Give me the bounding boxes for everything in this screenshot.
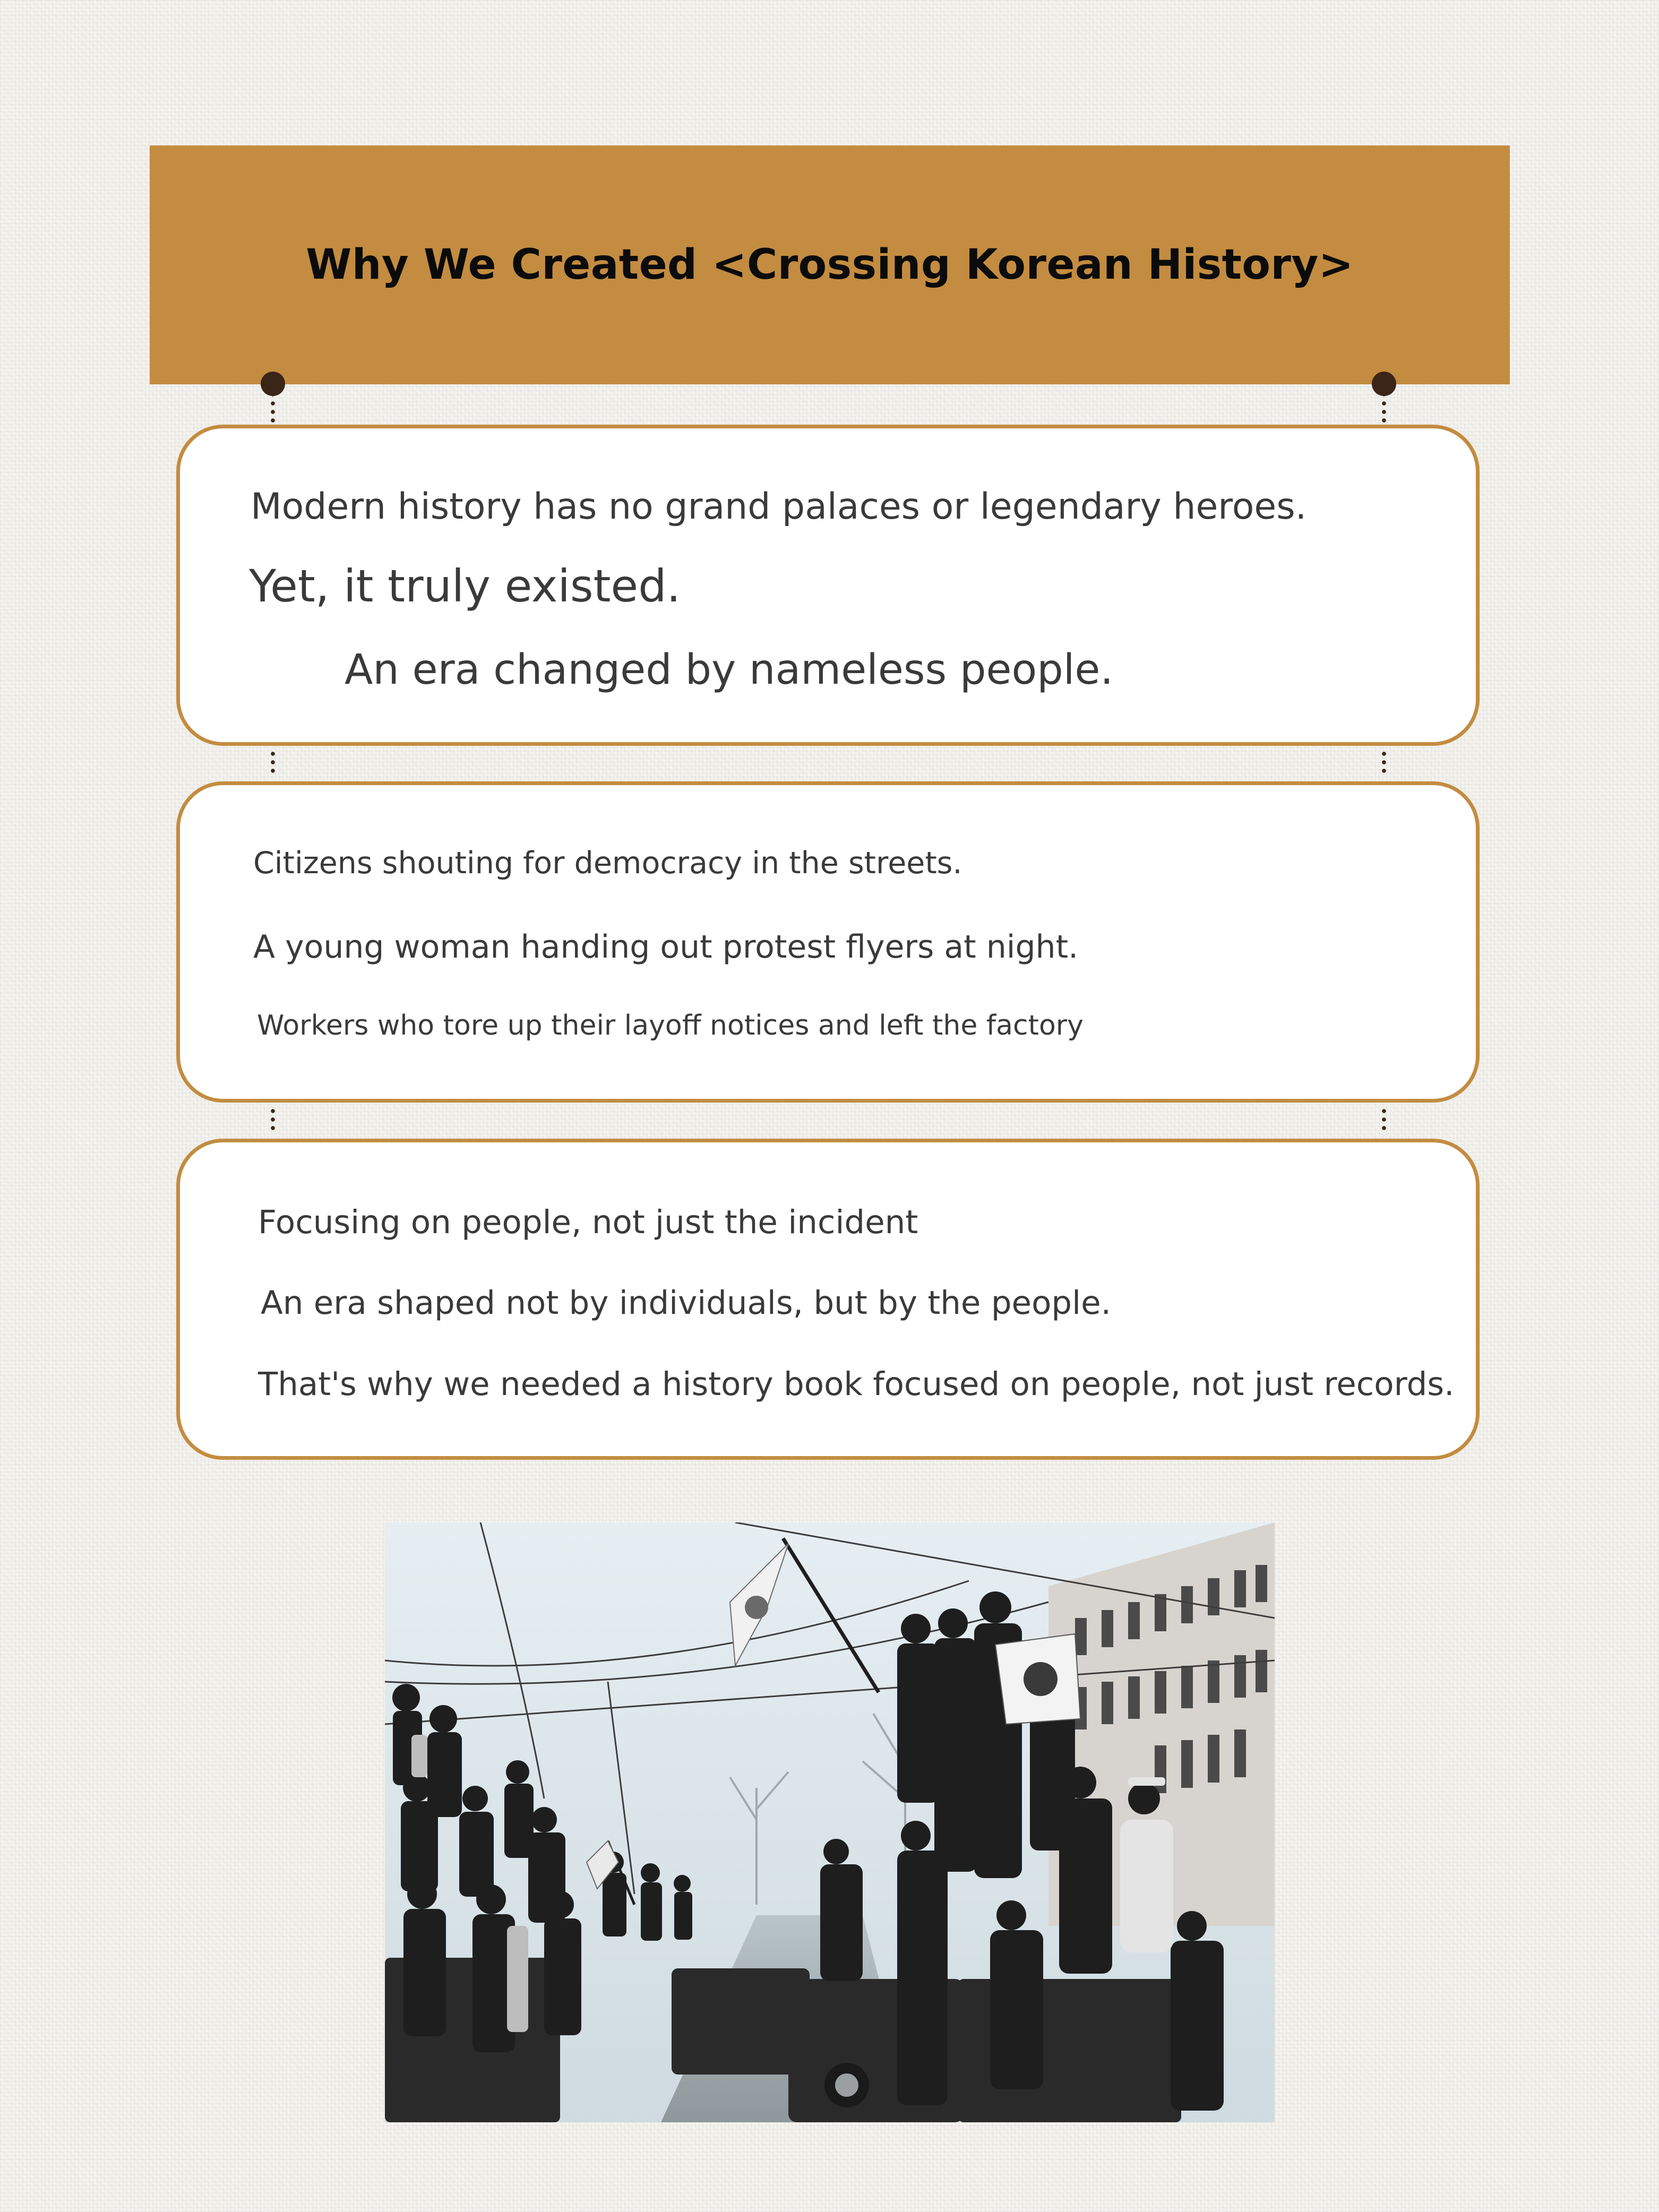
right-rope-top	[1382, 399, 1386, 426]
right-rope-middle	[1382, 750, 1386, 777]
left-pin-icon	[261, 372, 285, 396]
left-rope-middle	[271, 750, 275, 777]
left-rope-top	[271, 399, 275, 426]
purpose-card	[176, 1139, 1480, 1460]
protest-photo	[385, 1522, 1275, 2122]
purpose-line-1: Focusing on people, not just the incident	[258, 1203, 918, 1241]
purpose-line-3: That's why we needed a history book focused on people, not just records.	[258, 1365, 1455, 1403]
title-banner	[150, 145, 1510, 384]
right-rope-bottom	[1382, 1107, 1386, 1134]
intro-line-1: Modern history has no grand palaces or legendary heroes.	[251, 486, 1307, 528]
page-title: Why We Created <Crossing Korean History>	[306, 241, 1354, 289]
intro-card	[176, 425, 1480, 746]
left-rope-bottom	[271, 1107, 275, 1134]
people-card	[176, 781, 1480, 1103]
right-pin-icon	[1372, 372, 1396, 396]
people-line-3: Workers who tore up their layoff notices and left the factory	[257, 1010, 1084, 1042]
people-line-1: Citizens shouting for democracy in the streets.	[253, 846, 962, 881]
intro-line-2: Yet, it truly existed.	[249, 560, 681, 612]
intro-line-3: An era changed by nameless people.	[345, 646, 1114, 694]
purpose-line-2: An era shaped not by individuals, but by the people.	[261, 1284, 1111, 1322]
people-line-2: A young woman handing out protest flyers at night.	[253, 928, 1079, 966]
